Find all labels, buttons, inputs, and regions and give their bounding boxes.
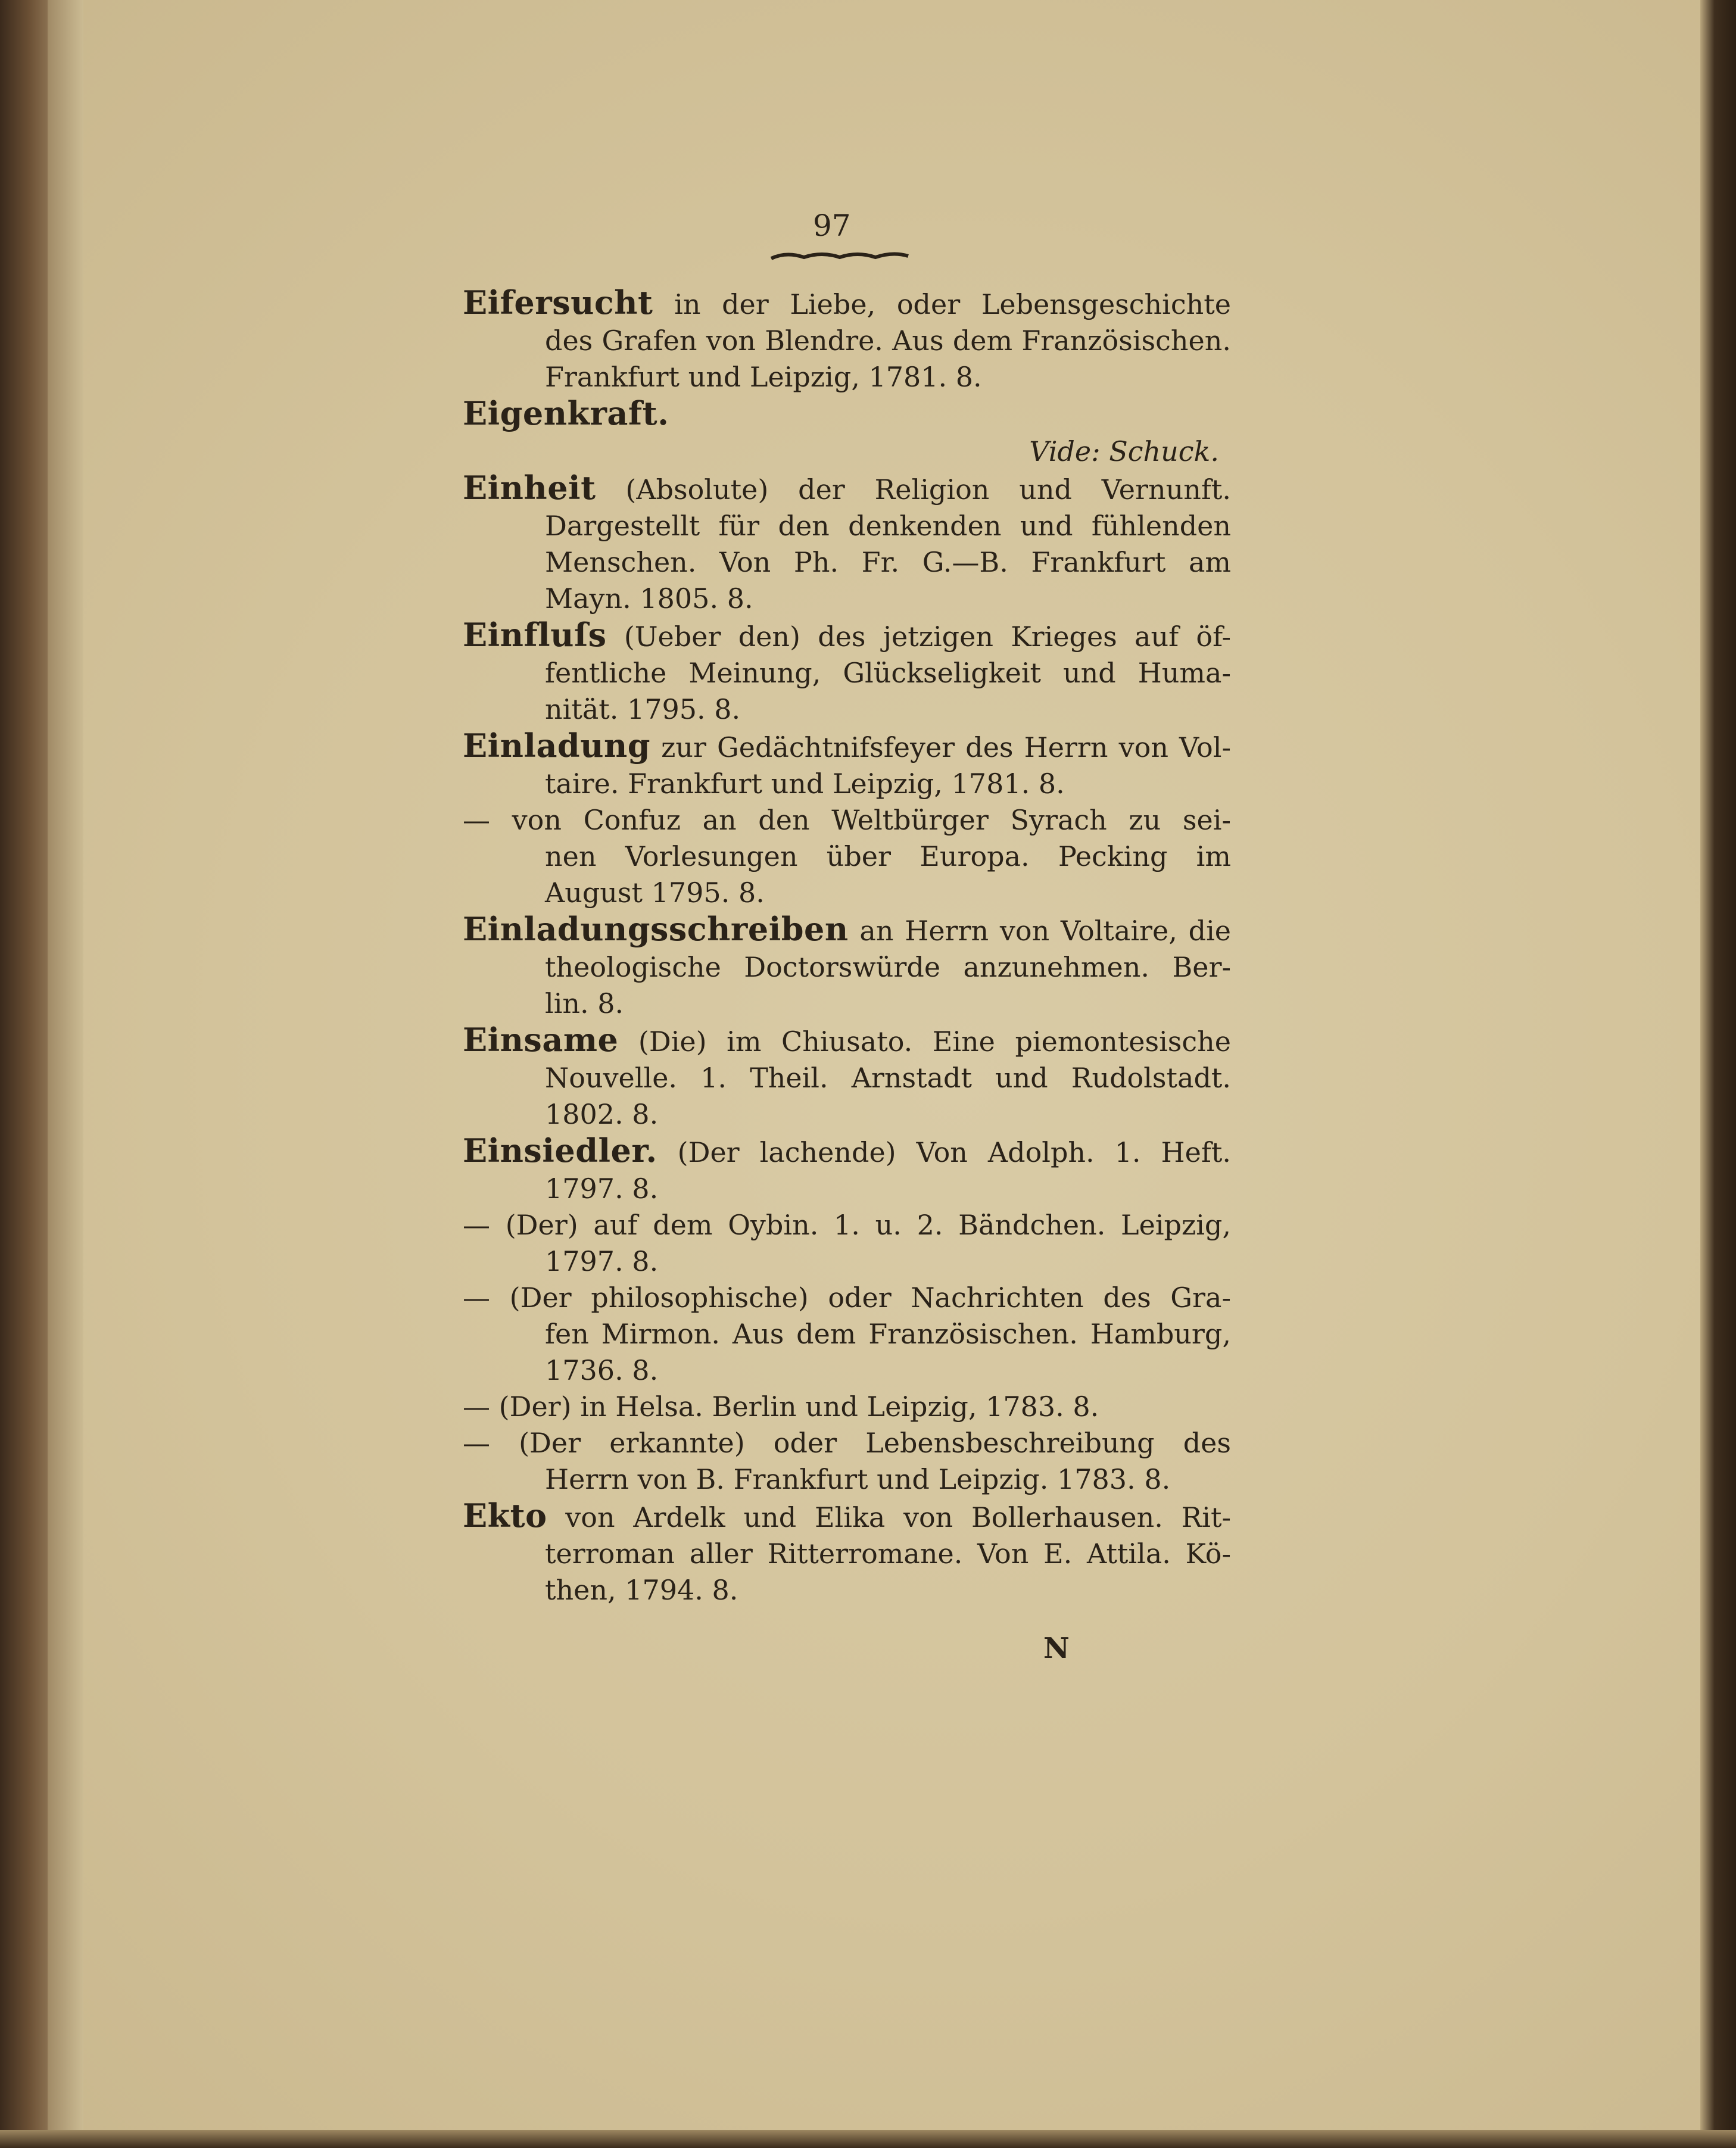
entry-continuation-line: lin. 8. (545, 987, 624, 1020)
entry-first-line (463, 1133, 1231, 1171)
entry (463, 1207, 1231, 1280)
entry (463, 1425, 1231, 1498)
entry-continuation-line: fen Mirmon. Aus dem Französischen. Hamburg, (545, 1318, 1231, 1350)
entry-text: von Confuz an den Weltbürger Syrach zu sei- (512, 804, 1232, 836)
book-edge-right (1700, 0, 1736, 2148)
entry-text: (Der) auf dem Oybin. 1. u. 2. Bändchen. Leipzig, (505, 1209, 1232, 1241)
entry-continuation-line: Herrn von B. Frankfurt und Leipzig. 1783. 8. (545, 1463, 1171, 1495)
entry-continuation-line: 1736. 8. (545, 1354, 659, 1386)
entry-text: (Der lachende) Von Adolph. 1. Heft. (677, 1136, 1231, 1168)
entry-headword: Ekto (463, 1497, 547, 1535)
entry-first-line (463, 1498, 1231, 1536)
entry (463, 1022, 1231, 1133)
entry-continuation-line: Mayn. 1805. 8. (545, 582, 753, 615)
entry-headword: — (463, 1209, 490, 1241)
entry (463, 728, 1231, 802)
book-edge-bottom (0, 2130, 1736, 2148)
entry-continuation-line: then, 1794. 8. (545, 1574, 738, 1606)
entry-first-line (463, 802, 1231, 838)
entry-continuation-line: Dargestellt für den denkenden und fühlenden (545, 510, 1231, 542)
entry (463, 802, 1231, 911)
entry-first-line (463, 1425, 1231, 1461)
entry-first-line (463, 1022, 1231, 1060)
entry-first-line (463, 395, 1231, 434)
entry-first-line (463, 617, 1231, 655)
entry-continuation-line: Frankfurt und Leipzig, 1781. 8. (545, 361, 982, 393)
entry-continuation-line: terroman aller Ritterromane. Von E. Attila. Kö- (545, 1538, 1231, 1570)
entry-text: (Die) im Chiusato. Eine piemontesische (638, 1025, 1232, 1058)
entry-text: (Ueber den) des jetzigen Krieges auf öf- (624, 621, 1231, 653)
ornament-rule (768, 249, 911, 264)
signature-mark: N (1043, 1632, 1070, 1665)
entry (463, 470, 1231, 617)
entry-headword: — (463, 804, 490, 836)
entry-headword: — (463, 1427, 490, 1459)
entry-continuation-line: nität. 1795. 8. (545, 693, 741, 725)
entry-first-line (463, 470, 1231, 508)
entry (463, 1133, 1231, 1207)
entry-text: (Absolute) der Religion und Vernunft. (625, 473, 1232, 506)
entry-headword: Eigenkraft. (463, 394, 669, 432)
entry (463, 911, 1231, 1022)
entry-continuation-line: taire. Frankfurt und Leipzig, 1781. 8. (545, 768, 1065, 800)
entry-continuation-line: des Grafen von Blendre. Aus dem Französischen. (545, 325, 1231, 357)
entry (463, 285, 1231, 395)
book-spine-shadow (48, 0, 83, 2148)
entry-first-line (463, 728, 1231, 766)
entry-headword: Einsame (463, 1021, 619, 1059)
entry-text: zur Gedächtnifsfeyer des Herrn von Vol- (661, 731, 1231, 763)
entry-text: von Ardelk und Elika von Bollerhausen. Rit- (565, 1501, 1231, 1533)
entry (463, 395, 1231, 470)
entry (463, 1498, 1231, 1608)
entry (463, 617, 1231, 728)
entry-text: an Herrn von Voltaire, die (859, 915, 1232, 947)
entry-headword: Einheit (463, 469, 596, 507)
book-edge-left (0, 0, 48, 2148)
entry-list (463, 285, 1231, 1608)
entry-first-line (463, 911, 1231, 949)
entry-first-line (463, 1207, 1231, 1243)
entry-continuation-line: 1797. 8. (545, 1245, 659, 1277)
entry-headword: — (463, 1391, 490, 1423)
entry-continuation-line: fentliche Meinung, Glückseligkeit und Huma- (545, 657, 1231, 689)
entry-headword: Einfluſs (463, 616, 607, 654)
entry (463, 1389, 1231, 1425)
entry-continuation-line: nen Vorlesungen über Europa. Pecking im (545, 840, 1231, 872)
entry-first-line (463, 1389, 1231, 1425)
entry-headword: Einladungsschreiben (463, 910, 849, 948)
entry-continuation-line: Nouvelle. 1. Theil. Arnstadt und Rudolstadt. (545, 1062, 1231, 1094)
entry-text: (Der philosophische) oder Nachrichten des Gra- (509, 1282, 1231, 1314)
entry-continuation-line: Menschen. Von Ph. Fr. G.—B. Frankfurt am (545, 546, 1231, 578)
entry-headword: Eifersucht (463, 283, 653, 322)
entry-first-line (463, 1280, 1231, 1316)
entry-continuation-line: 1797. 8. (545, 1173, 659, 1205)
entry-headword: Einladung (463, 727, 650, 765)
entry-text: (Der erkannte) oder Lebensbeschreibung des (519, 1427, 1231, 1459)
cross-reference: Vide: Schuck. (1029, 435, 1219, 467)
entry (463, 1280, 1231, 1389)
entry-continuation-line: 1802. 8. (545, 1098, 659, 1130)
entry-headword: — (463, 1282, 490, 1314)
entry-headword: Einsiedler. (463, 1131, 657, 1170)
entry-first-line (463, 285, 1231, 323)
entry-continuation-line: theologische Doctorswürde anzunehmen. Ber- (545, 951, 1231, 983)
entry-text: in der Liebe, oder Lebensgeschichte (674, 288, 1231, 320)
page-number: 97 (813, 208, 851, 243)
entry-text: (Der) in Helsa. Berlin und Leipzig, 1783. 8. (498, 1391, 1099, 1423)
entry-continuation-line: August 1795. 8. (545, 877, 765, 909)
